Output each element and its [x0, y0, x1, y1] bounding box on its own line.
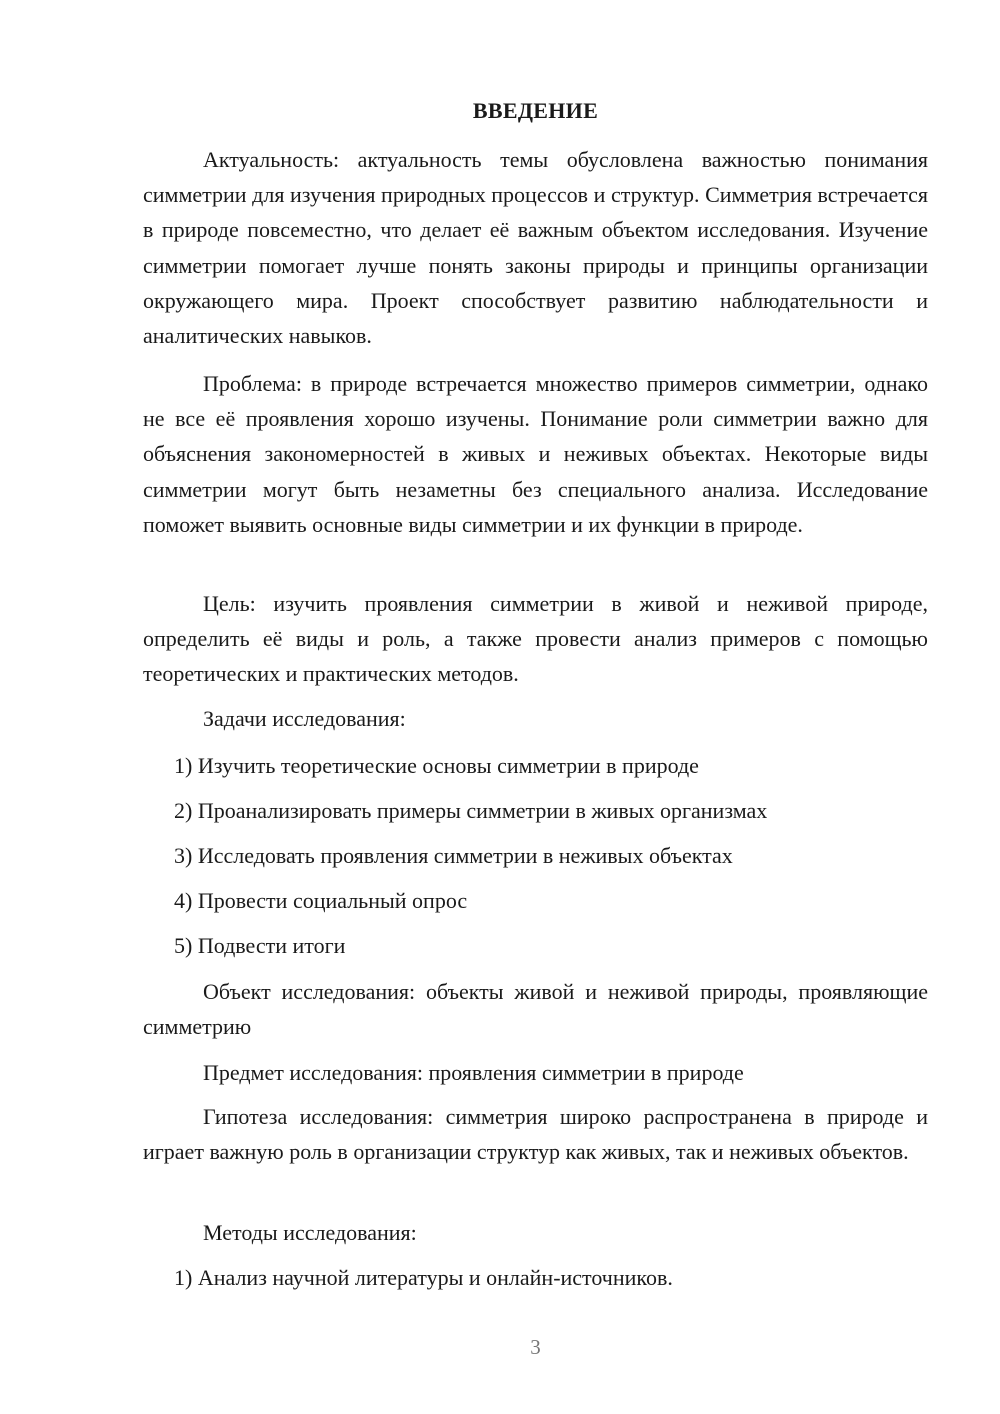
task-item-3: 3) Исследовать проявления симметрии в неживых объектах	[174, 843, 733, 868]
task-item-1: 1) Изучить теоретические основы симметрии в природе	[174, 753, 699, 778]
object-paragraph: Объект исследования: объекты живой и неживой природы, проявляющие симметрию	[143, 979, 928, 1040]
methods-title: Методы исследования:	[203, 1220, 417, 1245]
subject-paragraph: Предмет исследования: проявления симметрии в природе	[203, 1060, 744, 1085]
section-heading: ВВЕДЕНИЕ	[472, 98, 599, 123]
tasks-title: Задачи исследования:	[203, 706, 406, 731]
task-item-5: 5) Подвести итоги	[174, 933, 346, 958]
hypothesis-paragraph: Гипотеза исследования: симметрия широко распространена в природе и играет важную роль в организации структур как живых, так и неживых объектов.	[143, 1104, 928, 1165]
relevance-paragraph: Актуальность: актуальность темы обусловлена важностью понимания симметрии для изучения природных процессов и структур. Симметрия встречается в природе повсеместно, что делает её важным объектом исследования. Изучение симметрии помогает лучше понять законы природы и принципы организации окружающего мира. Проект способствует развитию наблюдательности и аналитических навыков.	[143, 147, 928, 349]
task-item-2: 2) Проанализировать примеры симметрии в живых организмах	[174, 798, 768, 823]
method-item-1: 1) Анализ научной литературы и онлайн-источников.	[174, 1265, 673, 1290]
task-item-4: 4) Провести социальный опрос	[174, 888, 468, 913]
goal-paragraph: Цель: изучить проявления симметрии в живой и неживой природе, определить её виды и роль, а также провести анализ примеров с помощью теоретических и практических методов.	[143, 591, 928, 687]
problem-paragraph: Проблема: в природе встречается множество примеров симметрии, однако не все её проявления хорошо изучены. Понимание роли симметрии важно для объяснения закономерностей в живых и неживых объектах. Некоторые виды симметрии могут быть незаметны без специального анализа. Исследование поможет выявить основные виды симметрии и их функции в природе.	[143, 371, 928, 537]
page-number: 3	[530, 1335, 541, 1359]
